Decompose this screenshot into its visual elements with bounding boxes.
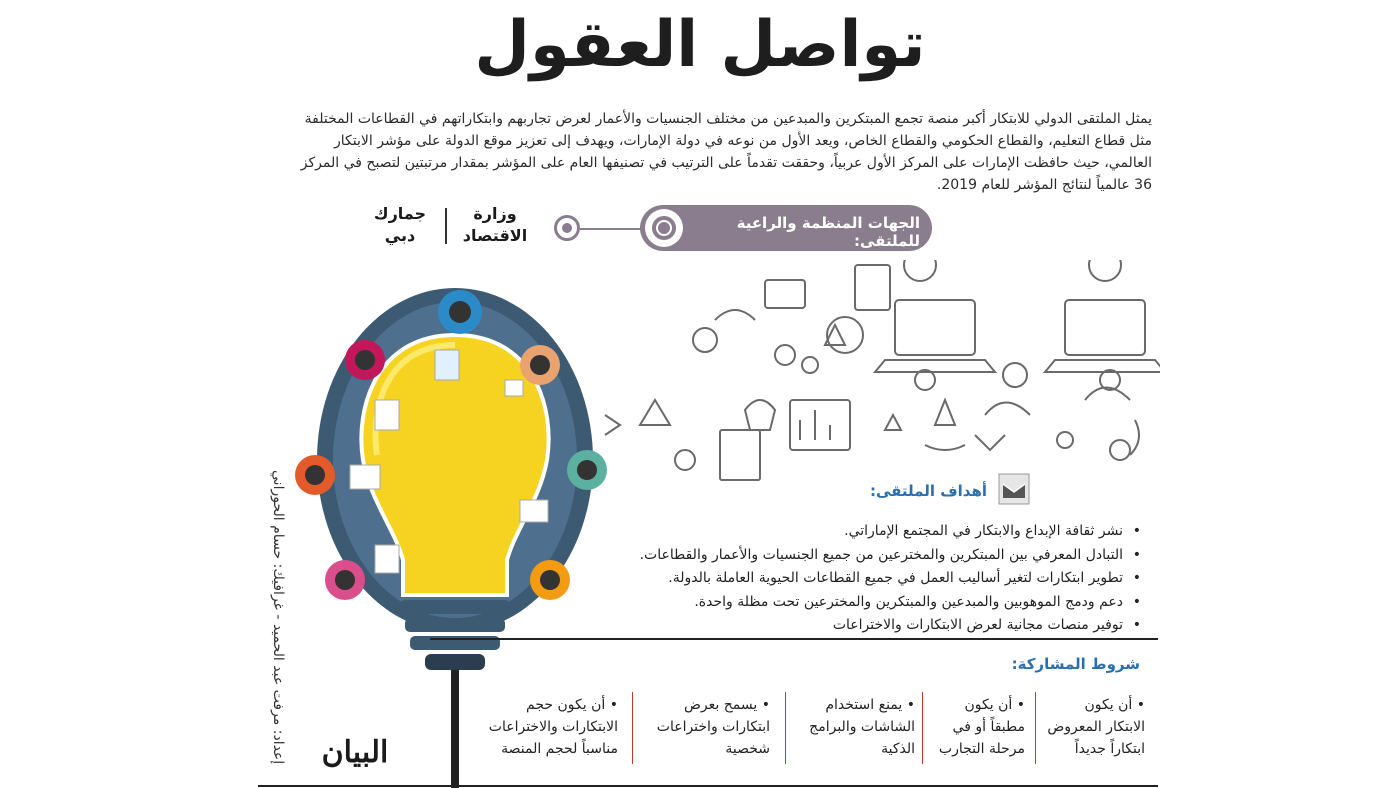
conditions-heading: شروط المشاركة: [1011,655,1140,673]
goal-item: • تطوير ابتكارات لتغير أساليب العمل في جميع القطاعات الحيوية العاملة بالدولة. [620,567,1145,591]
envelope-icon [995,472,1033,506]
condition-item: • أن يكون حجم الابتكارات والاختراعات مناسباً لحجم المنصة [488,697,618,757]
credit-line [268,470,288,780]
pill-dot [658,222,670,234]
sponsor-ministry-economy: وزارة الاقتصاد [462,204,528,245]
goal-item: • دعم ودمج الموهوبين والمبدعين والمبتكرين والمخترعين تحت مظلة واحدة. [620,591,1145,615]
connector-line [580,228,642,230]
goal-item: • نشر ثقافة الإبداع والابتكار في المجتمع الإماراتي. [620,520,1145,544]
goals-heading: أهداف الملتقى: [869,482,987,500]
condition-divider [632,692,633,764]
condition-text: يمنع استخدام الشاشات والبرامج الذكية [809,697,915,757]
condition-item: • يمنع استخدام الشاشات والبرامج الذكية [809,697,915,757]
innovation-icons-cloud [605,260,1160,480]
condition-text: يسمح بعرض ابتكارات واختراعات شخصية [656,697,770,757]
condition-text: أن يكون مطبقاً أو في مرحلة التجارب [938,697,1025,757]
condition-divider [785,692,786,764]
albayan-logo: البيان [321,735,389,770]
section-divider [430,638,1158,640]
condition-item: • أن يكون مطبقاً أو في مرحلة التجارب [938,697,1025,757]
condition-divider [922,692,923,764]
credit-text: إعداد: مرفت عبد الحميد - غرافيك: حسام الحوراني [270,470,286,765]
sponsor-divider [445,208,447,244]
goals-list [620,520,1145,638]
sponsors-label: الجهات المنظمة والراعية للملتقى: [736,214,920,250]
goal-item: • توفير منصات مجانية لعرض الابتكارات والاختراعات [620,614,1145,638]
condition-divider [1035,692,1036,764]
condition-item: • يسمح بعرض ابتكارات واختراعات شخصية [656,697,770,757]
small-dot [562,223,572,233]
condition-text: أن يكون حجم الابتكارات والاختراعات مناسباً لحجم المنصة [488,697,618,757]
condition-text: أن يكون الابتكار المعروض ابتكاراً جديداً [1047,697,1145,757]
condition-item: • أن يكون الابتكار المعروض ابتكاراً جديداً [1047,697,1145,757]
sponsor-dubai-customs: جمارك دبي [373,204,427,245]
goal-item: • التبادل المعرفي بين المبتكرين والمخترعين من جميع الجنسيات والأعمار والقطاعات. [620,544,1145,568]
page-title: تواصل العقول [474,8,926,82]
intro-paragraph: يمثل الملتقى الدولي للابتكار أكبر منصة تجمع المبتكرين والمبدعين من مختلف الجنسيات والأعمار لعرض تجاربهم وابتكاراتهم في القطاعات المختلفة مثل قطاع التعليم، والقطاع الحكومي والقطاع الخاص، ويعد الأول من نوعه في دولة الإمارات، ويهدف إلى تعزيز موقع الدولة على مؤشر الابتكار العالمي، حيث حافظت الإمارات على المركز الأول عربياً، وحققت تقدماً على الترتيب في تصنيفها العام على المؤشر بمقدار مرتبتين لتصبح في المركز 36 عالمياً لنتائج المؤشر للعام 2019. [300,111,1152,193]
